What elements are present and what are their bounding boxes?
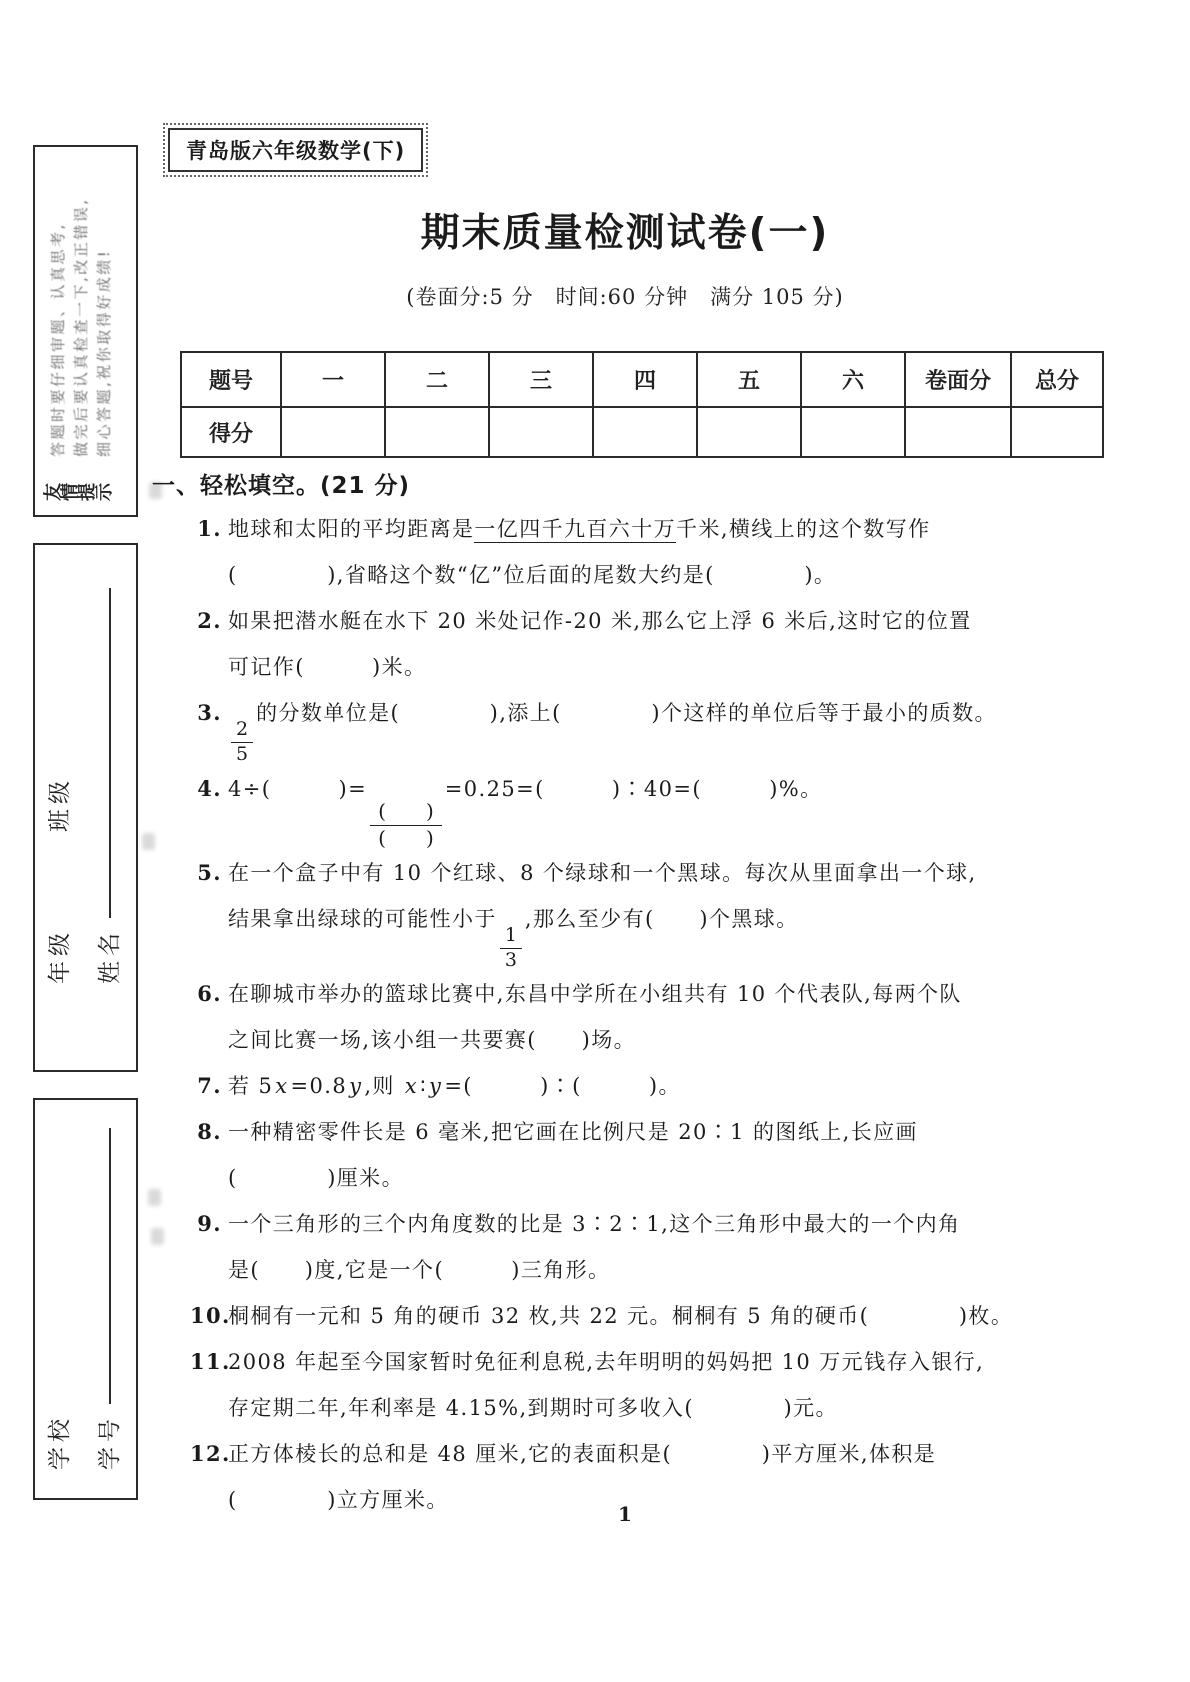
fraction <box>500 925 522 972</box>
score-header-cell: 卷面分 <box>905 352 1011 407</box>
page-title: 期末质量检测试卷(一) <box>420 211 830 256</box>
score-cell-empty <box>1011 407 1103 457</box>
question-number: 6. <box>197 981 222 1007</box>
score-header-cell: 题号 <box>181 352 281 407</box>
math-variable: x <box>275 1074 289 1099</box>
friendly-reminder-title: 友情提示 <box>43 483 115 501</box>
score-cell-empty <box>801 407 905 457</box>
question-item <box>190 598 1074 690</box>
question-text: 地球和太阳的平均距离是一亿四千九百六十万千米,横线上的这个数写作 ( ),省略这个数“亿”位后面的尾数大约是( )。 <box>228 517 931 587</box>
class-label: 班级 <box>47 776 73 832</box>
name-label: 姓名 <box>97 928 123 984</box>
reminder-line-1: 答题时要仔细审题、认真思考, <box>49 222 67 457</box>
question-text: $\frac{2}{5}$ 的分数单位是( ),添上( )个这样的单位后等于最小的质数。 <box>228 690 1074 766</box>
questions-list <box>190 506 1074 1523</box>
friendly-reminder-text <box>45 197 116 457</box>
question-number: 9. <box>197 1211 222 1237</box>
score-cell-empty <box>489 407 593 457</box>
friendly-reminder-rotated-content <box>35 147 136 515</box>
score-header-cell: 五 <box>697 352 801 407</box>
student-id-line <box>85 1100 135 1470</box>
score-header-cell: 六 <box>801 352 905 407</box>
question-number: 5. <box>197 859 222 885</box>
score-cell-empty <box>593 407 697 457</box>
fraction-numerator: 1 <box>500 925 522 949</box>
question-item <box>190 1063 1074 1109</box>
grade-class-line <box>35 545 85 984</box>
question-number: 10. <box>190 1303 231 1329</box>
ink-bleed-mark <box>151 1228 164 1245</box>
question-item <box>190 971 1074 1063</box>
exam-subtitle: (卷面分:5 分 时间:60 分钟 满分 105 分) <box>406 285 844 309</box>
score-cell-empty <box>697 407 801 457</box>
score-row-label: 得分 <box>181 407 281 457</box>
name-fill-line <box>109 588 111 918</box>
score-header-cell: 二 <box>385 352 489 407</box>
score-table <box>180 351 1104 458</box>
question-number: 1. <box>197 516 222 541</box>
question-item <box>190 766 1074 850</box>
grade-label: 年级 <box>47 928 73 984</box>
score-cell-empty <box>385 407 489 457</box>
question-number: 8. <box>197 1119 222 1145</box>
question-item <box>190 1339 1074 1431</box>
question-text: 正方体棱长的总和是 48 厘米,它的表面积是( )平方厘米,体积是 ( )立方厘米。 <box>228 1442 937 1513</box>
question-number: 4. <box>197 775 222 801</box>
question-text: 2008 年起至今国家暂时免征利息税,去年明明的妈妈把 10 万元钱存入银行, 存定期二年,年利率是 4.15%,到期时可多收入( )元。 <box>228 1350 985 1421</box>
section-heading: 一、轻松填空。(21 分) <box>152 473 411 499</box>
grade-class-name-rotated-content <box>35 545 136 1070</box>
math-variable: y <box>429 1074 443 1099</box>
question-number: 12. <box>190 1441 231 1467</box>
question-item <box>190 850 1074 972</box>
score-header-cell: 总分 <box>1011 352 1103 407</box>
reminder-line-2: 做完后要认真检查一下,改正错误, <box>72 197 90 457</box>
score-table-header-row <box>181 352 1103 407</box>
edition-badge: 青岛版六年级数学(下) <box>168 128 423 172</box>
fraction-denominator: 3 <box>504 948 517 971</box>
question-number: 2. <box>197 608 222 633</box>
school-id-rotated-content <box>35 1100 136 1498</box>
score-cell-empty <box>905 407 1011 457</box>
question-text: 在聊城市举办的篮球比赛中,东昌中学所在小组共有 10 个代表队,每两个队 之间比赛一场,该小组一共要赛( )场。 <box>228 982 962 1053</box>
question-item <box>190 1201 1074 1293</box>
question-number: 11. <box>190 1349 231 1375</box>
school-id-box <box>33 1098 138 1500</box>
question-text: 若 5x=0.8y,则 x∶y=( )∶( )。 <box>228 1074 681 1099</box>
fraction <box>370 800 442 850</box>
reminder-line-3: 细心答题,祝你取得好成绩! <box>95 248 113 457</box>
question-text: 一个三角形的三个内角度数的比是 3∶2∶1,这个三角形中最大的一个内角 是( )度,它是一个( )三角形。 <box>228 1212 961 1283</box>
math-variable: y <box>349 1074 363 1099</box>
question-text: 桐桐有一元和 5 角的硬币 32 枚,共 22 元。桐桐有 5 角的硬币( )枚。 <box>228 1304 1014 1329</box>
fraction-denominator: ( ) <box>378 825 434 850</box>
school-label: 学校 <box>47 1414 73 1470</box>
name-line <box>85 545 135 984</box>
page-number: 1 <box>618 1502 632 1526</box>
score-cell-empty <box>281 407 385 457</box>
question-text: 如果把潜水艇在水下 20 米处记作-20 米,那么它上浮 6 米后,这时它的位置 可记作( )米。 <box>228 609 972 679</box>
question-item <box>190 690 1074 766</box>
friendly-reminder-box <box>33 145 138 517</box>
grade-class-name-box <box>33 543 138 1072</box>
question-text: 一种精密零件长是 6 毫米,把它画在比例尺是 20∶1 的图纸上,长应画 ( )厘米。 <box>228 1120 918 1191</box>
question-text: 在一个盒子中有 10 个红球、8 个绿球和一个黑球。每次从里面拿出一个球, 结果拿出绿球的可能性小于 $\frac{1}{3}$ ,那么至少有( )个黑球。 <box>228 860 977 971</box>
question-item <box>190 506 1074 598</box>
school-line <box>35 1100 85 1470</box>
student-id-label: 学号 <box>97 1414 123 1470</box>
score-header-cell: 一 <box>281 352 385 407</box>
question-number: 3. <box>197 700 222 725</box>
score-header-cell: 三 <box>489 352 593 407</box>
question-number: 7. <box>197 1073 222 1099</box>
underlined-text: 一亿四千九百六十万 <box>474 517 677 541</box>
fraction <box>231 719 253 766</box>
score-table-score-row <box>181 407 1103 457</box>
math-variable: x <box>404 1074 419 1099</box>
question-item <box>190 1109 1074 1201</box>
question-text: 4÷( )= $\frac{( )}{( )}$ =0.25=( )∶40=( )%。 <box>228 776 823 850</box>
fraction-numerator: ( ) <box>370 800 442 826</box>
ink-bleed-mark <box>142 833 155 850</box>
question-item <box>190 1293 1074 1339</box>
fraction-numerator: 2 <box>231 719 253 743</box>
student-id-fill-line <box>109 1128 111 1404</box>
fraction-denominator: 5 <box>236 742 249 765</box>
score-header-cell: 四 <box>593 352 697 407</box>
ink-bleed-mark <box>148 1189 161 1206</box>
